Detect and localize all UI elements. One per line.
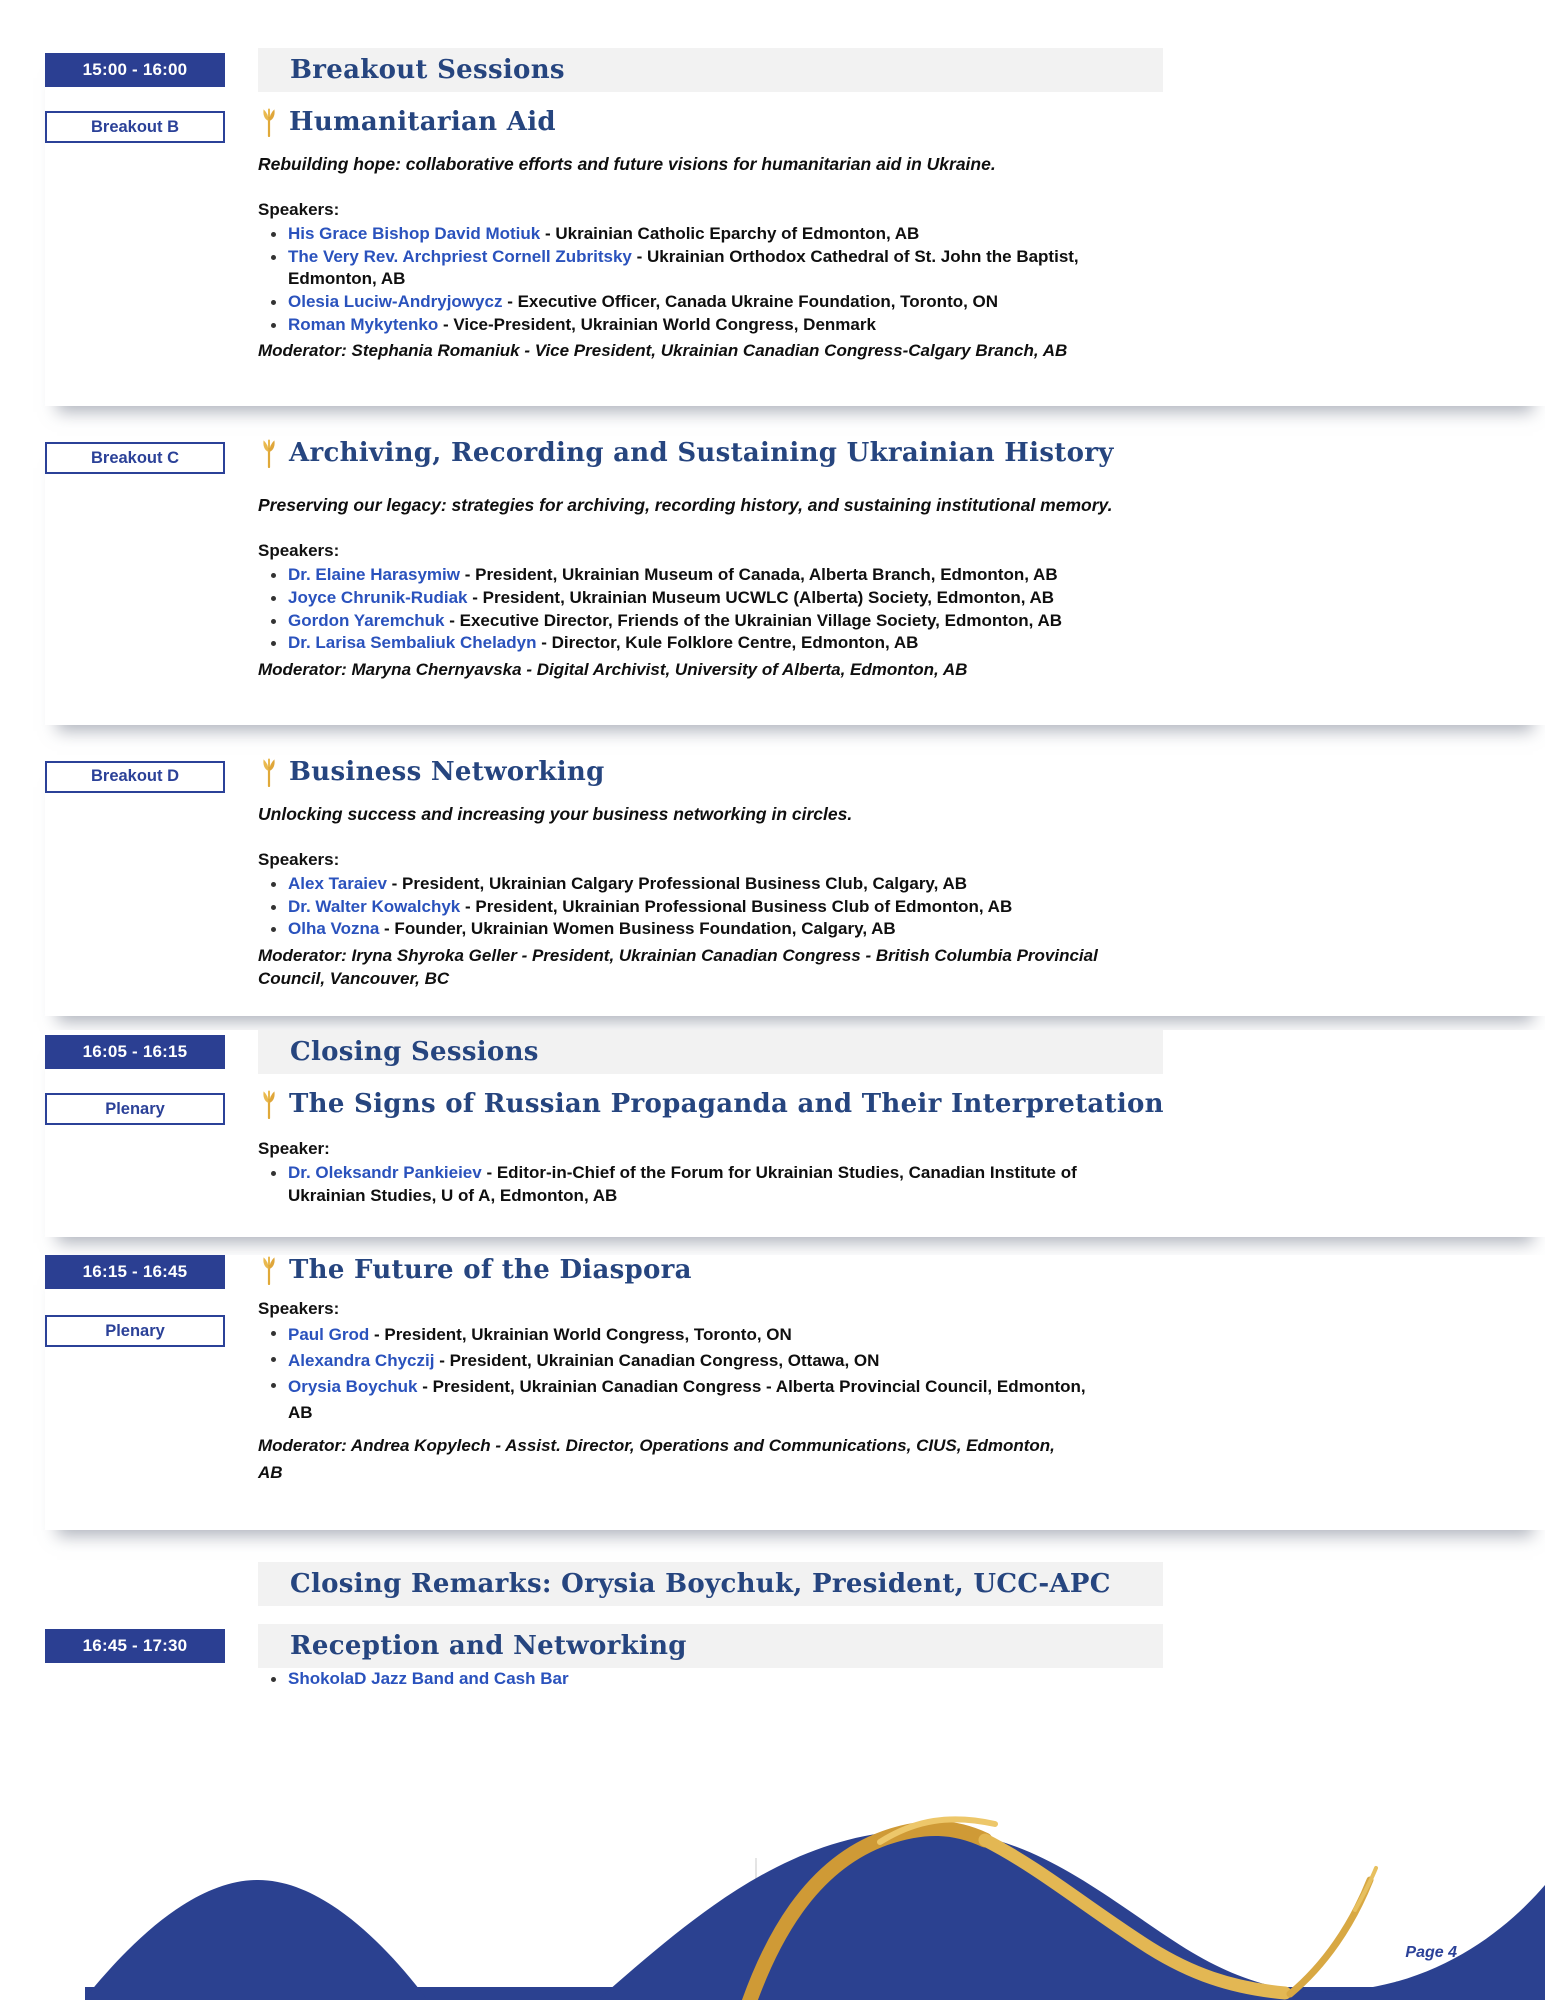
session-badge: Plenary [45, 1315, 225, 1347]
moderator-line: Moderator: Andrea Kopylech - Assist. Director, Operations and Communications, CIUS, Edmonton, AB [258, 1435, 1055, 1482]
section-header-bar [258, 48, 1163, 92]
section-header-bar [258, 1624, 1163, 1668]
speaker-item [258, 873, 1163, 896]
session-title [258, 107, 1545, 137]
closing-header-row [45, 1030, 1545, 1074]
time-badge: 16:15 - 16:45 [45, 1255, 225, 1289]
speaker-name[interactable]: Paul Grod [288, 1325, 370, 1345]
speaker-name[interactable]: The Very Rev. Archpriest Cornell Zubritsky [288, 246, 632, 266]
speaker-name[interactable]: Dr. Walter Kowalchyk [288, 896, 461, 916]
speakers-list [258, 223, 1163, 336]
speaker-item [258, 610, 1163, 633]
speaker-role: - Vice-President, Ukrainian World Congress, Denmark [442, 314, 876, 334]
wheat-icon [258, 1255, 280, 1285]
speaker-role: - President, Ukrainian Canadian Congress, Ottawa, ON [439, 1351, 880, 1371]
session-propaganda [45, 1089, 1545, 1207]
breakout-header-row [45, 48, 1545, 92]
speaker-item [258, 1322, 1088, 1348]
reception-item [258, 1668, 1163, 1691]
reception-header-row [45, 1624, 1545, 1691]
speaker-role: - President, Ukrainian Professional Business Club of Edmonton, AB [465, 896, 1013, 916]
speaker-item [258, 1348, 1088, 1374]
session-humanitarian [45, 107, 1545, 362]
speaker-name[interactable]: Alex Taraiev [288, 873, 387, 893]
speaker-role: - Ukrainian Catholic Eparchy of Edmonton, AB [544, 224, 920, 244]
speaker-item [258, 1374, 1088, 1426]
speaker-role: - President, Ukrainian Calgary Professional Business Club, Calgary, AB [391, 873, 967, 893]
speaker-item [258, 291, 1163, 314]
speaker-role: - Director, Kule Folklore Centre, Edmonton, AB [541, 633, 919, 653]
session-description: Rebuilding hope: collaborative efforts and future visions for humanitarian aid in Ukraine. [258, 154, 996, 174]
speaker-role: - President, Ukrainian Canadian Congress - Alberta Provincial Council, Edmonton, AB [288, 1376, 1086, 1422]
closing-remarks-row [45, 1562, 1545, 1606]
speaker-name[interactable]: Olha Vozna [288, 919, 380, 939]
session-archiving [45, 438, 1545, 681]
speakers-list [258, 1322, 1088, 1425]
speaker-name[interactable]: Dr. Elaine Harasymiw [288, 565, 460, 585]
section-group-closing [45, 1030, 1545, 1237]
section-group-future [45, 1255, 1545, 1530]
speaker-item [258, 564, 1163, 587]
section-group-breakout [45, 48, 1545, 406]
session-title-text: Archiving, Recording and Sustaining Ukrainian History [289, 438, 1114, 469]
speaker-name[interactable]: Roman Mykytenko [288, 314, 439, 334]
speakers-label: Speakers: [258, 200, 340, 220]
session-title-text: The Signs of Russian Propaganda and Their Interpretation [289, 1089, 1164, 1120]
session-future [45, 1255, 1545, 1486]
wheat-icon [258, 757, 280, 787]
moderator-line: Moderator: Maryna Chernyavska - Digital Archivist, University of Alberta, Edmonton, AB [258, 659, 968, 679]
speaker-name[interactable]: Dr. Oleksandr Pankieiev [288, 1163, 482, 1183]
speaker-role: - Executive Officer, Canada Ukraine Foundation, Toronto, ON [507, 291, 999, 311]
speakers-list [258, 873, 1163, 941]
speakers-label: Speakers: [258, 541, 340, 561]
section-header-title: Reception and Networking [290, 1630, 687, 1661]
speaker-item [258, 896, 1163, 919]
speaker-item [258, 246, 1163, 291]
session-business [45, 757, 1545, 990]
speaker-name[interactable]: Gordon Yaremchuk [288, 610, 445, 630]
speaker-role: - Editor-in-Chief of the Forum for Ukrainian Studies, Canadian Institute of Ukrainian Studies, U of A, Edmonton, AB [288, 1163, 1077, 1205]
reception-band-link[interactable]: ShokolaD Jazz Band and Cash Bar [288, 1668, 569, 1688]
wheat-icon [258, 1089, 280, 1119]
session-description: Unlocking success and increasing your business networking in circles. [258, 803, 853, 824]
section-header-bar [258, 1030, 1163, 1074]
section-group-archiving [45, 438, 1545, 725]
time-badge: 16:05 - 16:15 [45, 1035, 225, 1069]
session-title [258, 757, 1545, 787]
speaker-item [258, 632, 1163, 655]
speaker-item [258, 223, 1163, 246]
speaker-item [258, 314, 1163, 337]
session-badge: Plenary [45, 1093, 225, 1125]
session-title [258, 438, 1545, 468]
speaker-name[interactable]: Joyce Chrunik-Rudiak [288, 587, 468, 607]
session-badge: Breakout D [45, 761, 225, 793]
speakers-list [258, 1162, 1138, 1207]
section-header-title: Breakout Sessions [290, 55, 565, 85]
moderator-line: Moderator: Stephania Romaniuk - Vice President, Ukrainian Canadian Congress-Calgary Branch, AB [258, 341, 1068, 361]
speaker-name[interactable]: Olesia Luciw-Andryjowycz [288, 291, 503, 311]
speaker-role: - Ukrainian Orthodox Cathedral of St. John the Baptist, Edmonton, AB [288, 246, 1079, 289]
speaker-role: - Executive Director, Friends of the Ukrainian Village Society, Edmonton, AB [449, 610, 1063, 630]
wheat-icon [258, 107, 280, 137]
session-title-text: Humanitarian Aid [289, 107, 556, 137]
wave-main [600, 1830, 1545, 1998]
section-header-bar [258, 1562, 1163, 1606]
session-title-text: Business Networking [289, 756, 605, 787]
session-badge: Breakout C [45, 442, 225, 474]
speaker-role: - President, Ukrainian Museum UCWLC (Alberta) Society, Edmonton, AB [472, 587, 1055, 607]
reception-list [258, 1668, 1163, 1691]
time-badge: 15:00 - 16:00 [45, 53, 225, 87]
speaker-role: - Founder, Ukrainian Women Business Foundation, Calgary, AB [384, 919, 896, 939]
speakers-label: Speaker: [258, 1139, 330, 1159]
session-description: Preserving our legacy: strategies for archiving, recording history, and sustaining institutional memory. [258, 495, 1113, 516]
speaker-name[interactable]: His Grace Bishop David Motiuk [288, 224, 541, 244]
speaker-role: - President, Ukrainian World Congress, Toronto, ON [373, 1325, 792, 1345]
session-badge: Breakout B [45, 111, 225, 143]
speaker-item [258, 1162, 1138, 1207]
section-group-business [45, 757, 1545, 1016]
speaker-name[interactable]: Dr. Larisa Sembaliuk Cheladyn [288, 633, 537, 653]
speaker-name[interactable]: Orysia Boychuk [288, 1376, 418, 1396]
wave-left-hump [85, 1880, 426, 1998]
section-header-title: Closing Sessions [290, 1037, 539, 1068]
speaker-item [258, 918, 1163, 941]
speakers-list [258, 564, 1163, 654]
moderator-line: Moderator: Iryna Shyroka Geller - President, Ukrainian Canadian Congress - British Columbia Provincial Council, Vancouver, BC [258, 945, 1098, 988]
page-number: Page 4 [1405, 1944, 1457, 1961]
footer-wave [0, 1780, 1545, 2000]
closing-remarks-title: Closing Remarks: Orysia Boychuk, President, UCC-APC [290, 1568, 1111, 1599]
wheat-icon [258, 438, 280, 468]
session-title [258, 1255, 1545, 1285]
speakers-label: Speakers: [258, 849, 340, 869]
speaker-name[interactable]: Alexandra Chyczij [288, 1351, 435, 1371]
speakers-label: Speakers: [258, 1299, 340, 1319]
time-badge: 16:45 - 17:30 [45, 1629, 225, 1663]
speaker-item [258, 587, 1163, 610]
session-title [258, 1089, 1545, 1119]
session-title-text: The Future of the Diaspora [289, 1255, 692, 1286]
speaker-role: - President, Ukrainian Museum of Canada, Alberta Branch, Edmonton, AB [464, 565, 1058, 585]
